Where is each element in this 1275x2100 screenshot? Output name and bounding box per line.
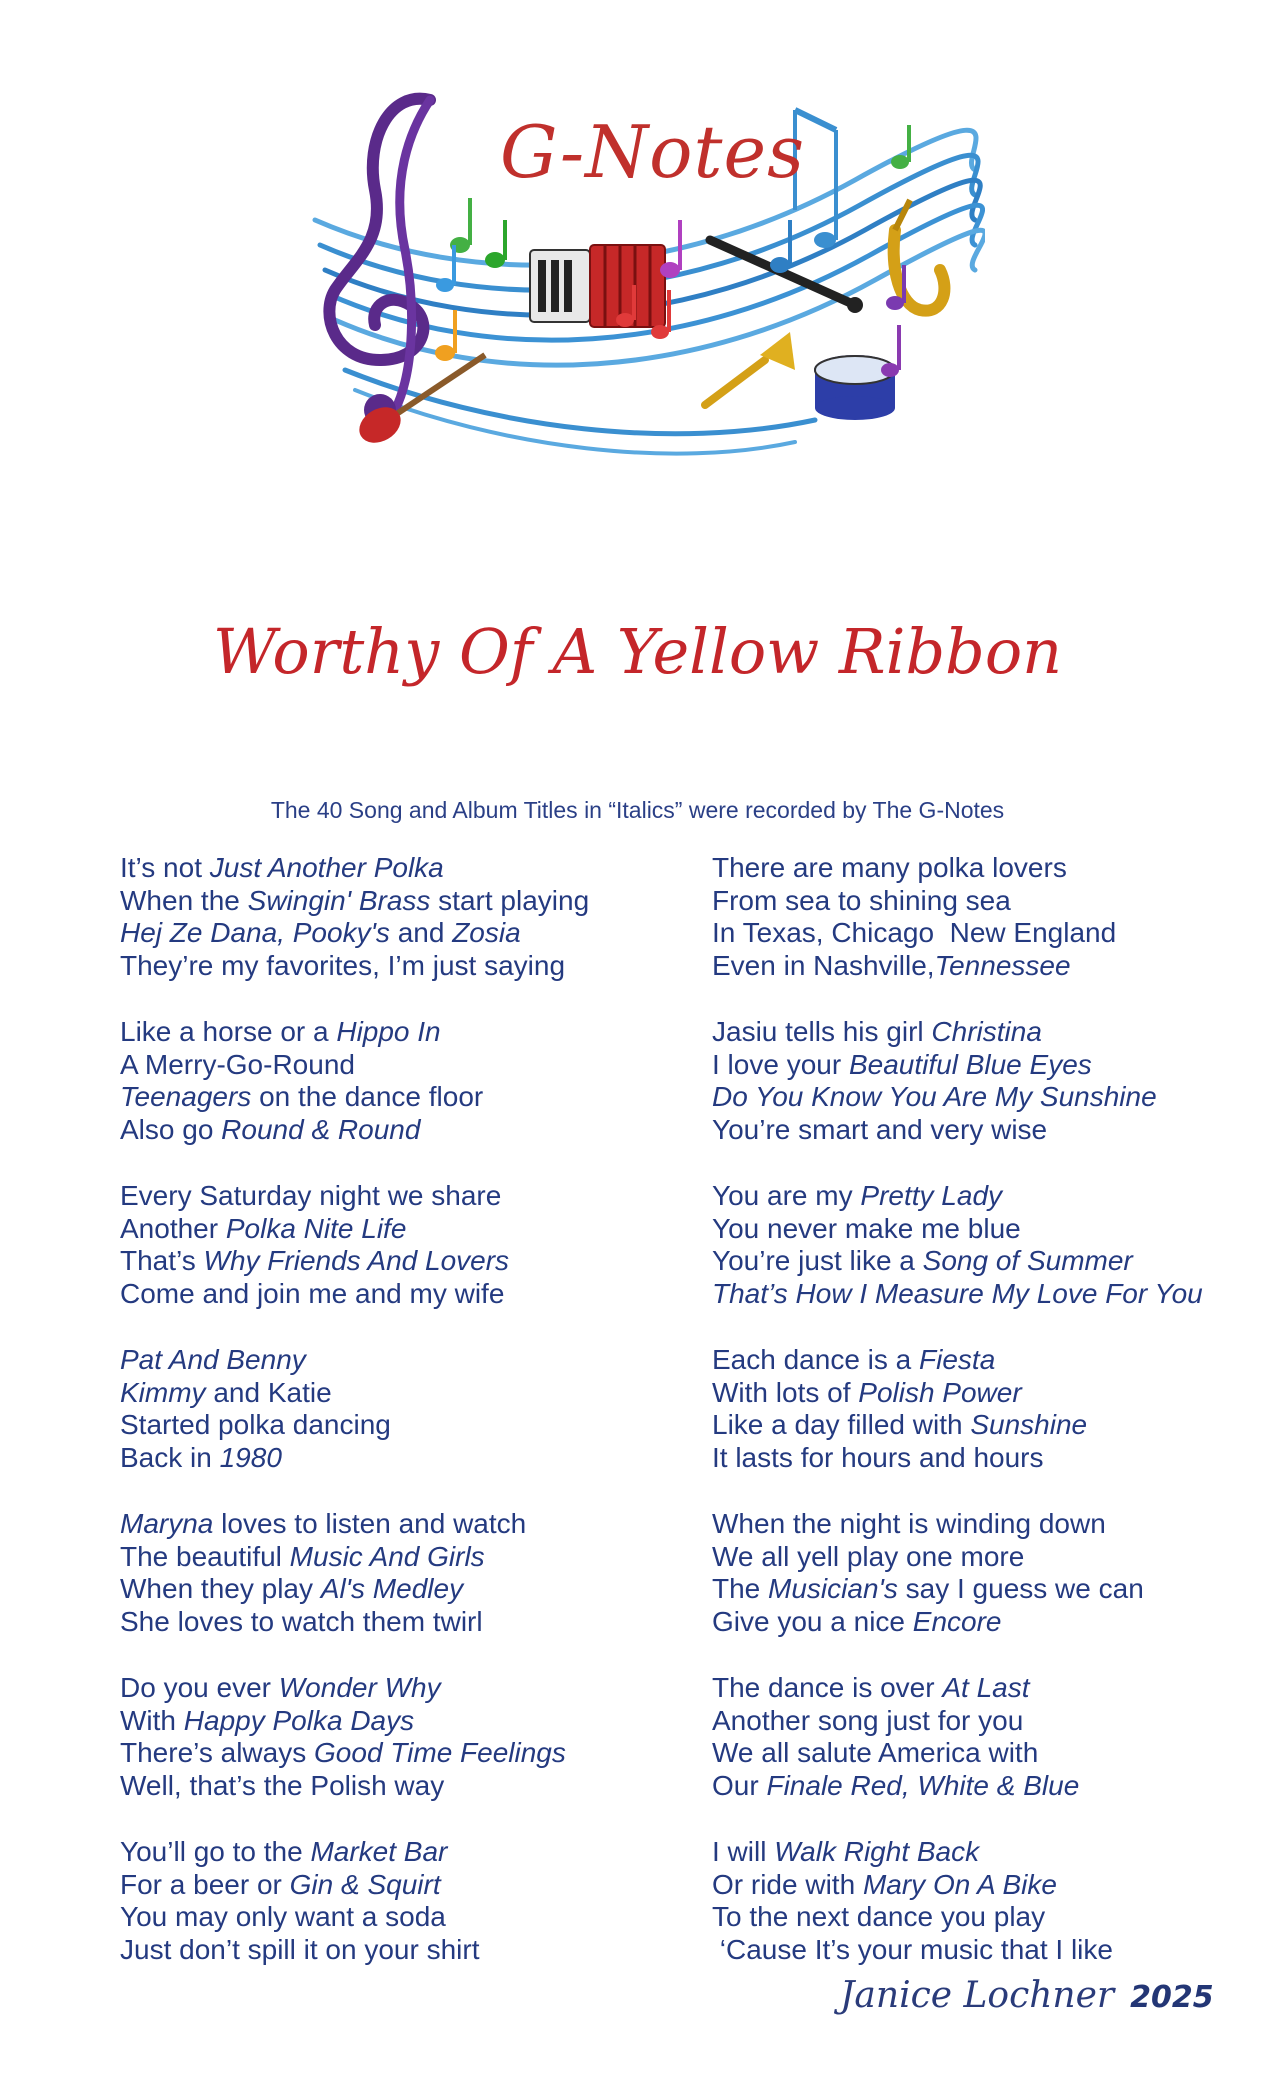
drum-icon [815, 356, 895, 420]
poem-line [712, 1672, 1252, 1705]
song-title: Maryna [120, 1508, 214, 1539]
signature-year: 2025 [1130, 1980, 1214, 2015]
poem-line [712, 1049, 1252, 1082]
stanza [712, 1672, 1252, 1802]
song-title: Polka Nite Life [225, 1212, 407, 1244]
poem-line [712, 1114, 1252, 1147]
poem-line [712, 1770, 1252, 1803]
poem-line [712, 852, 1252, 885]
stanza [120, 1344, 680, 1474]
poem-line [120, 1672, 680, 1705]
signature [840, 1975, 1214, 2016]
stanza [712, 1344, 1252, 1474]
stanza [712, 1016, 1252, 1146]
poem-line [120, 917, 680, 950]
song-title: Gin & Squirt [289, 1868, 441, 1900]
stanza [120, 1672, 680, 1802]
line-text: You never make me blue [712, 1212, 1021, 1244]
song-title: Christina [931, 1016, 1042, 1047]
song-title: Hippo In [336, 1016, 441, 1047]
line-text: on the dance floor [251, 1081, 484, 1112]
poem-column-left [120, 852, 680, 2000]
stanza [712, 1180, 1252, 1310]
line-text: Started polka dancing [120, 1409, 391, 1440]
line-text: There’s always [120, 1737, 315, 1768]
poem-line [712, 1705, 1252, 1738]
line-text: That’s [120, 1245, 204, 1276]
stanza [712, 1836, 1252, 1966]
poem-line [712, 950, 1252, 983]
line-text: loves to listen and watch [213, 1508, 527, 1539]
song-title: Why Friends And Lovers [203, 1245, 510, 1276]
song-title: Market Bar [310, 1836, 448, 1867]
poem-line [120, 1508, 680, 1541]
line-text: You’re smart and very wise [712, 1113, 1048, 1145]
song-title: Hej Ze Dana, Pooky's [120, 917, 390, 948]
song-title: Walk Right Back [774, 1836, 980, 1867]
song-title: Good Time Feelings [314, 1737, 566, 1768]
line-text: From sea to shining sea [712, 884, 1011, 916]
song-title: Happy Polka Days [183, 1704, 415, 1736]
song-title: Pretty Lady [860, 1180, 1003, 1211]
stanza [120, 1180, 680, 1310]
stanza [120, 1836, 680, 1966]
song-title: That’s How I Measure My Love For You [712, 1277, 1203, 1309]
poem-line [712, 1245, 1252, 1278]
poem-line [120, 1836, 680, 1869]
line-text: It’s not [120, 852, 210, 883]
poem-line [120, 1114, 680, 1147]
line-text: and [389, 917, 453, 948]
line-text: Our [712, 1769, 767, 1801]
line-text: Or ride with [712, 1868, 863, 1900]
poem-line [712, 1213, 1252, 1246]
line-text: You’ll go to the [120, 1836, 311, 1867]
poem-line [712, 1409, 1252, 1442]
poem-line [120, 1442, 680, 1475]
line-text: You’re just like a [712, 1245, 923, 1276]
line-text: Another song just for you [712, 1704, 1024, 1736]
song-title: Round & Round [221, 1113, 421, 1145]
line-text: The dance is over [712, 1672, 943, 1703]
song-title: Musician's [768, 1573, 898, 1604]
song-title: Finale Red, White & Blue [766, 1769, 1080, 1801]
line-text: It lasts for hours and hours [712, 1441, 1044, 1473]
stanza [120, 1508, 680, 1638]
song-title: Wonder Why [278, 1672, 441, 1703]
song-title: Polish Power [858, 1376, 1022, 1408]
line-text: You are my [712, 1180, 861, 1211]
poem-line [120, 1049, 680, 1082]
poem-line [120, 1344, 680, 1377]
poem-line [120, 852, 680, 885]
poem-line [712, 1377, 1252, 1410]
song-title: Al's Medley [320, 1573, 464, 1604]
song-title: Do You Know You Are My Sunshine [712, 1081, 1157, 1112]
line-text: When the [120, 884, 248, 916]
line-text: Well, that’s the Polish way [120, 1769, 445, 1801]
line-text: Jasiu tells his girl [712, 1016, 932, 1047]
song-title: Beautiful Blue Eyes [848, 1048, 1092, 1080]
poem-line [120, 1278, 680, 1311]
line-text: Like a day filled with [712, 1409, 971, 1440]
poem-line [120, 1737, 680, 1770]
poem-title: Worthy Of A Yellow Ribbon [212, 615, 1063, 688]
line-text: Do you ever [120, 1672, 279, 1703]
song-title: Music And Girls [289, 1540, 485, 1572]
poem-line [120, 1770, 680, 1803]
line-text: For a beer or [120, 1868, 290, 1900]
line-text: We all yell play one more [712, 1540, 1025, 1572]
poem-line [120, 1409, 680, 1442]
song-title: Fiesta [919, 1344, 996, 1375]
poem-line [712, 1573, 1252, 1606]
line-text: When the night is winding down [712, 1508, 1106, 1539]
poem-line [712, 1180, 1252, 1213]
poem-line [712, 1344, 1252, 1377]
line-text: Also go [120, 1113, 222, 1145]
poem-line [120, 1081, 680, 1114]
line-text: You may only want a soda [120, 1901, 446, 1932]
song-title: Kimmy [120, 1376, 206, 1408]
line-text: and Katie [205, 1376, 332, 1408]
poem-line [120, 885, 680, 918]
line-text: Another [120, 1212, 226, 1244]
poem-line [120, 1934, 680, 1967]
song-title: Mary On A Bike [862, 1868, 1057, 1900]
line-text: I will [712, 1836, 775, 1867]
song-title: Just Another Polka [209, 852, 444, 883]
line-text: A Merry-Go-Round [120, 1048, 355, 1080]
line-text: Come and join me and my wife [120, 1277, 505, 1309]
poem-line [712, 1508, 1252, 1541]
logo-title: G-Notes [500, 110, 806, 194]
poem-line [712, 1541, 1252, 1574]
stanza [712, 852, 1252, 982]
poem-line [712, 917, 1252, 950]
line-text: With lots of [712, 1376, 859, 1408]
treble-clef-icon [329, 99, 430, 426]
song-title: Zosia [452, 917, 521, 948]
poem-line [120, 1541, 680, 1574]
poem-line [712, 1737, 1252, 1770]
line-text: Like a horse or a [120, 1016, 337, 1047]
stanza [120, 852, 680, 982]
line-text: When they play [120, 1573, 321, 1604]
song-title: Teenagers [120, 1081, 252, 1112]
poem-line [120, 1573, 680, 1606]
poem-line [120, 1213, 680, 1246]
poem-line [712, 885, 1252, 918]
line-text: With [120, 1704, 184, 1736]
song-title: Sunshine [970, 1409, 1088, 1440]
g-notes-logo [295, 70, 985, 470]
line-text: She loves to watch them twirl [120, 1605, 483, 1637]
song-title: Song of Summer [922, 1245, 1133, 1276]
poem-column-right [712, 852, 1252, 2000]
poem-line [120, 1016, 680, 1049]
song-title: 1980 [219, 1441, 282, 1473]
song-title: Tennessee [934, 949, 1071, 981]
line-text: The beautiful [120, 1540, 290, 1572]
poem-subtitle: The 40 Song and Album Titles in “Italics” were recorded by The G-Notes [270, 797, 1005, 823]
poem-line [120, 1705, 680, 1738]
clarinet-icon [710, 240, 863, 313]
poem-line [712, 1869, 1252, 1902]
stanza [120, 1016, 680, 1146]
poem-line [712, 1442, 1252, 1475]
poem-line [120, 1245, 680, 1278]
line-text: Every Saturday night we share [120, 1180, 502, 1211]
line-text: Each dance is a [712, 1344, 920, 1375]
stanza [712, 1508, 1252, 1638]
poem-line [120, 1377, 680, 1410]
poem-line [120, 1901, 680, 1934]
poem-line [712, 1081, 1252, 1114]
line-text: say I guess we can [897, 1573, 1144, 1604]
poem-line [120, 1606, 680, 1639]
song-title: At Last [942, 1672, 1030, 1703]
line-text: I love your [712, 1048, 849, 1080]
poem-line [120, 1180, 680, 1213]
line-text: They’re my favorites, I’m just saying [120, 949, 566, 981]
poem-line [120, 1869, 680, 1902]
author-name: Janice Lochner [840, 1975, 1115, 2016]
line-text: Even in Nashville, [712, 949, 935, 981]
line-text: ‘Cause It’s your music that I like [712, 1933, 1113, 1965]
line-text: The [712, 1573, 769, 1604]
line-text: start playing [430, 884, 590, 916]
line-text: We all salute America with [712, 1737, 1039, 1768]
line-text: In Texas, Chicago New England [712, 917, 1117, 948]
poem-line [712, 1901, 1252, 1934]
line-text: There are many polka lovers [712, 852, 1067, 883]
poem-line [120, 950, 680, 983]
poem-line [712, 1016, 1252, 1049]
poem-line [712, 1278, 1252, 1311]
poem-line [712, 1606, 1252, 1639]
line-text: Back in [120, 1441, 220, 1473]
poem-line [712, 1934, 1252, 1967]
song-title: Pat And Benny [120, 1344, 306, 1375]
line-text: Just don’t spill it on your shirt [120, 1933, 480, 1965]
poem-line [712, 1836, 1252, 1869]
line-text: To the next dance you play [712, 1901, 1046, 1932]
song-title: Encore [912, 1605, 1002, 1637]
accordion-icon [530, 245, 665, 327]
line-text: Give you a nice [712, 1605, 913, 1637]
song-title: Swingin' Brass [247, 884, 431, 916]
